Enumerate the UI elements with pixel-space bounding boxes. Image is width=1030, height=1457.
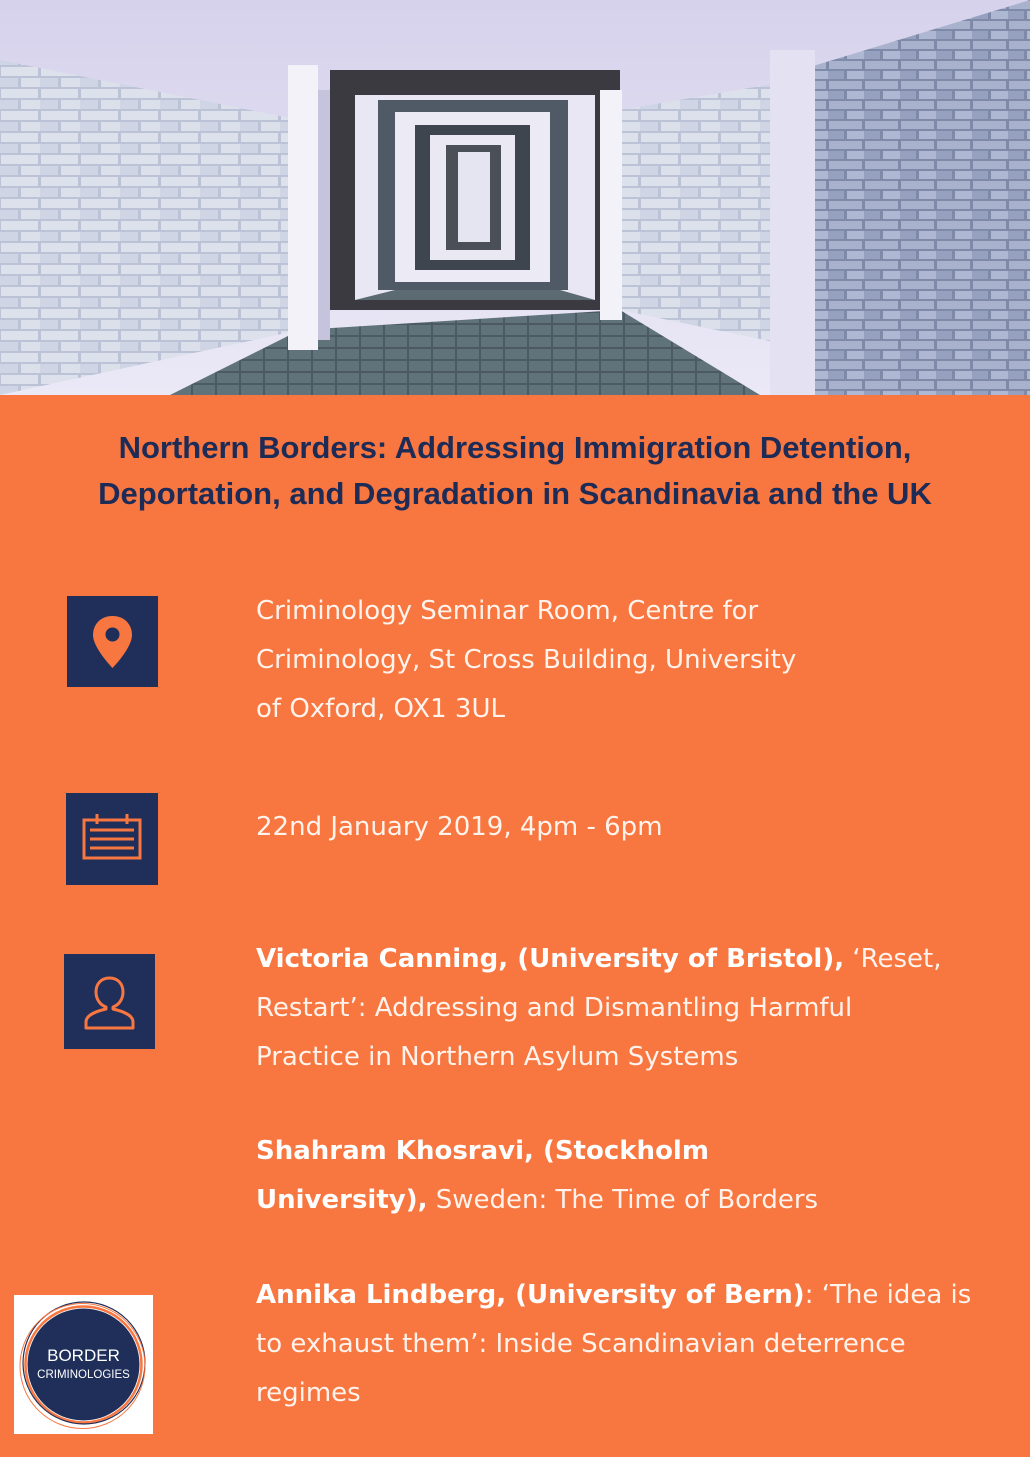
speaker-2-talk: Sweden: The Time of Borders: [427, 1185, 819, 1215]
speaker-3-talk-1: : ‘The idea is: [804, 1280, 972, 1310]
map-pin-icon: [67, 596, 158, 687]
logo-line-2: CRIMINOLOGIES: [37, 1369, 130, 1381]
speaker-3-name: Annika Lindberg, (University of Bern): [256, 1280, 805, 1310]
speaker-1-talk-1: ‘Reset,: [844, 944, 942, 974]
speaker-2-name-2: University),: [256, 1185, 428, 1215]
logo-line-1: BORDER: [47, 1346, 120, 1365]
speaker-1-name: Victoria Canning, (University of Bristol),: [256, 944, 845, 974]
speaker-2-name-1: Shahram Khosravi, (Stockholm: [256, 1136, 709, 1166]
speakers-icon-box: [64, 954, 155, 1049]
corridor-photo: [0, 0, 1030, 395]
event-title-line-2: Deportation, and Degradation in Scandinavia and the UK: [98, 476, 932, 511]
location-line-3: of Oxford, OX1 3UL: [256, 694, 505, 724]
speaker-3: [256, 1271, 971, 1418]
date-line: 22nd January 2019, 4pm - 6pm: [256, 812, 663, 842]
speaker-1-talk-2: Restart’: Addressing and Dismantling Harmful: [256, 993, 853, 1023]
speaker-2: [256, 1127, 818, 1225]
calendar-icon: [66, 793, 158, 885]
location-line-2: Criminology, St Cross Building, University: [256, 645, 797, 675]
location-line-1: Criminology Seminar Room, Centre for: [256, 596, 759, 626]
date-text: [256, 803, 663, 852]
event-title-line-1: Northern Borders: Addressing Immigration Detention,: [118, 430, 912, 465]
border-criminologies-logo: [14, 1295, 153, 1434]
date-icon-box: [66, 793, 158, 885]
speaker-1: [256, 935, 942, 1082]
person-icon: [64, 954, 155, 1049]
speaker-3-talk-2: to exhaust them’: Inside Scandinavian deterrence: [256, 1329, 906, 1359]
speaker-3-talk-3: regimes: [256, 1378, 361, 1408]
location-text: [256, 587, 796, 734]
speaker-1-talk-3: Practice in Northern Asylum Systems: [256, 1042, 739, 1072]
location-icon-box: [67, 596, 158, 687]
event-title: [0, 425, 1030, 517]
